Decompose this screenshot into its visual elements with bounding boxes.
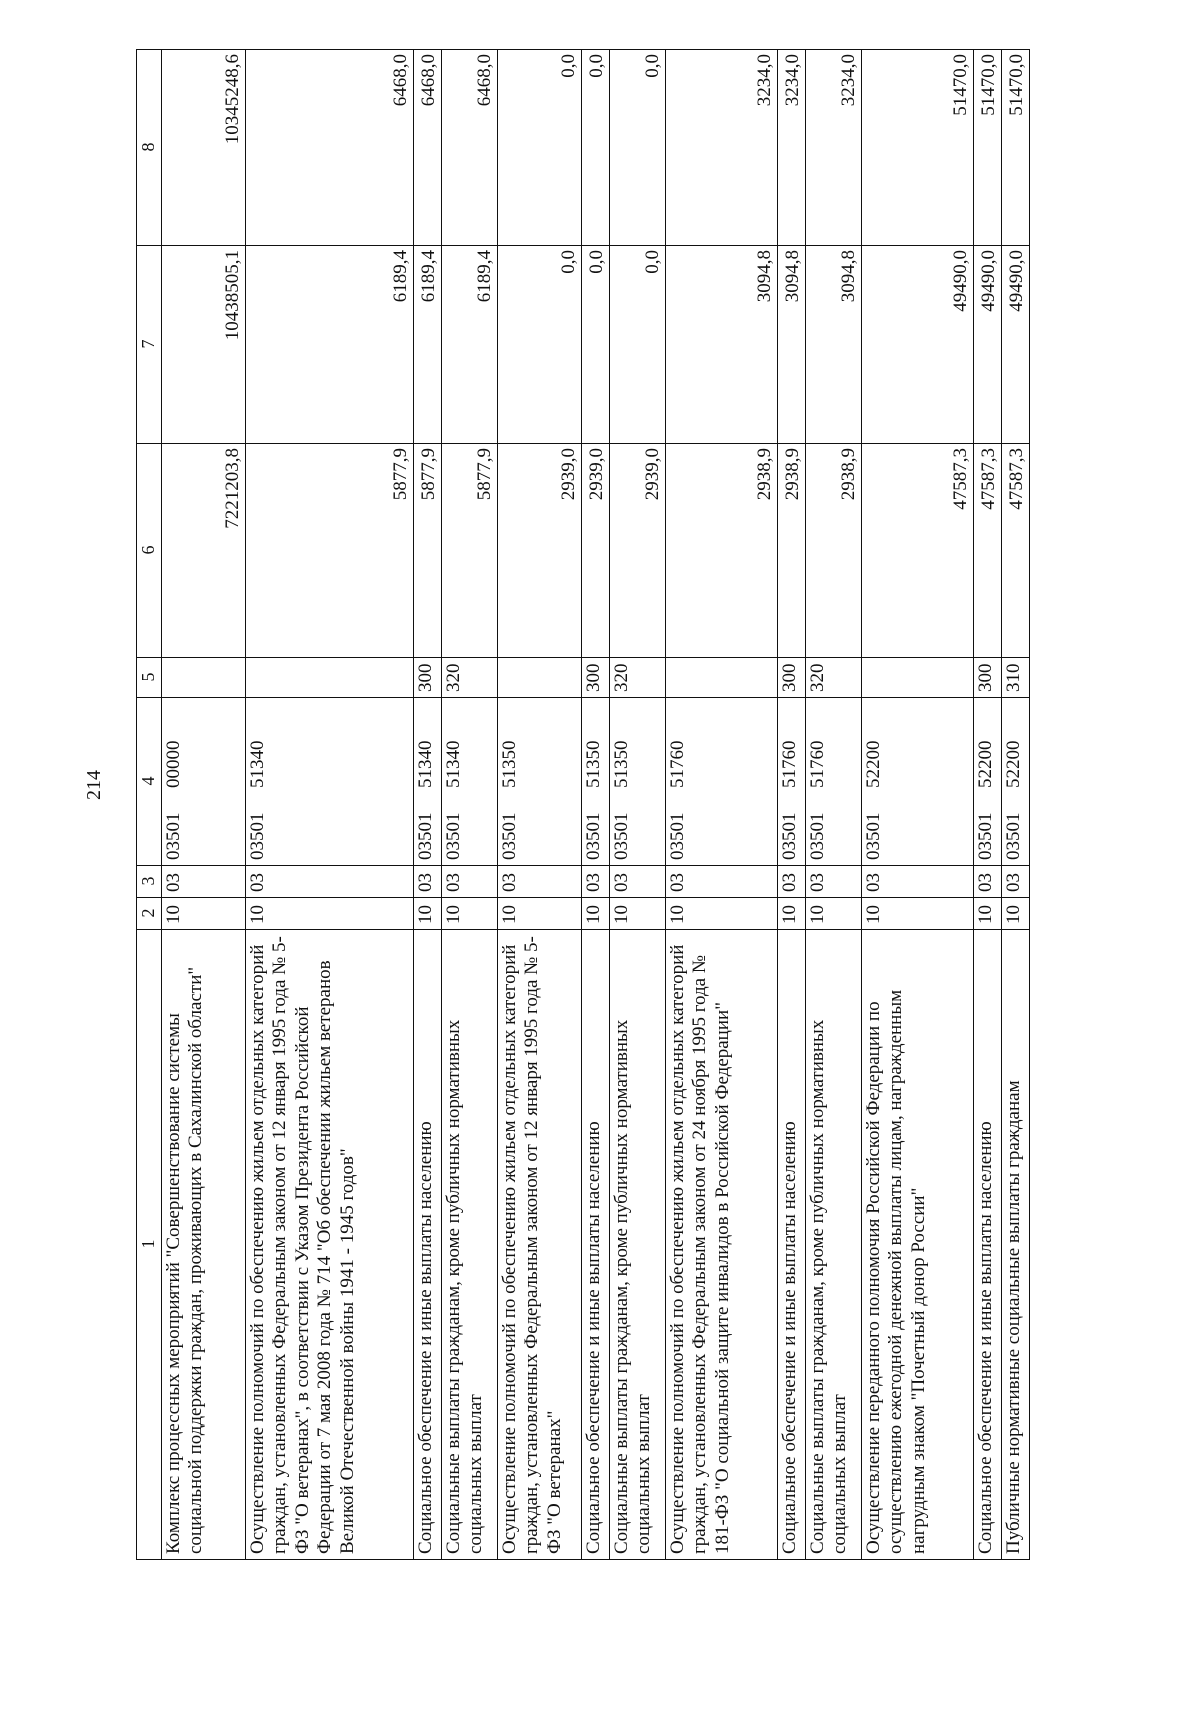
cell-section: 10 xyxy=(806,898,862,930)
target-article-code-b: 52200 xyxy=(975,740,996,788)
cell-amount-col7: 49490,0 xyxy=(862,246,974,444)
target-article-code-b: 51340 xyxy=(247,740,268,788)
target-article-code-a: 03501 xyxy=(667,812,688,860)
target-article-code-b: 51340 xyxy=(443,740,464,788)
cell-name: Социальное обеспечение и иные выплаты населению xyxy=(582,930,610,1560)
cell-subsection: 03 xyxy=(246,866,414,898)
cell-expense-type: 310 xyxy=(1002,658,1030,698)
cell-amount-col6: 5877,9 xyxy=(414,444,442,658)
target-article-code-b: 51350 xyxy=(583,740,604,788)
table-header-row xyxy=(137,50,162,1560)
cell-name: Социальные выплаты гражданам, кроме публичных нормативных социальных выплат xyxy=(442,930,498,1560)
cell-amount-col7: 10438505,1 xyxy=(162,246,246,444)
target-article-code-a: 03501 xyxy=(975,812,996,860)
cell-section: 10 xyxy=(246,898,414,930)
cell-target-article xyxy=(582,698,610,866)
cell-expense-type: 320 xyxy=(806,658,862,698)
cell-amount-col8: 0,0 xyxy=(610,50,666,246)
target-article-code-a: 03501 xyxy=(779,812,800,860)
cell-amount-col6: 2939,0 xyxy=(610,444,666,658)
cell-amount-col7: 3094,8 xyxy=(806,246,862,444)
col-header-2: 2 xyxy=(137,898,162,930)
table-row xyxy=(1002,50,1030,1560)
cell-subsection: 03 xyxy=(974,866,1002,898)
cell-amount-col8: 51470,0 xyxy=(1002,50,1030,246)
cell-name: Социальные выплаты гражданам, кроме публичных нормативных социальных выплат xyxy=(806,930,862,1560)
cell-section: 10 xyxy=(582,898,610,930)
cell-amount-col8: 0,0 xyxy=(582,50,610,246)
target-article-code-a: 03501 xyxy=(443,812,464,860)
cell-expense-type xyxy=(498,658,582,698)
cell-section: 10 xyxy=(162,898,246,930)
cell-amount-col6: 5877,9 xyxy=(246,444,414,658)
target-article-code-b: 51760 xyxy=(779,740,800,788)
cell-subsection: 03 xyxy=(162,866,246,898)
cell-amount-col6: 7221203,8 xyxy=(162,444,246,658)
cell-subsection: 03 xyxy=(414,866,442,898)
cell-amount-col6: 47587,3 xyxy=(1002,444,1030,658)
table-row xyxy=(778,50,806,1560)
cell-section: 10 xyxy=(498,898,582,930)
target-article-code-a: 03501 xyxy=(415,812,436,860)
table-row xyxy=(442,50,498,1560)
cell-subsection: 03 xyxy=(666,866,778,898)
cell-amount-col6: 2939,0 xyxy=(498,444,582,658)
cell-target-article xyxy=(1002,698,1030,866)
table-row xyxy=(582,50,610,1560)
cell-amount-col6: 2938,9 xyxy=(666,444,778,658)
cell-target-article xyxy=(246,698,414,866)
cell-amount-col6: 47587,3 xyxy=(862,444,974,658)
cell-amount-col8: 6468,0 xyxy=(414,50,442,246)
cell-expense-type xyxy=(666,658,778,698)
cell-section: 10 xyxy=(442,898,498,930)
cell-amount-col8: 3234,0 xyxy=(778,50,806,246)
cell-subsection: 03 xyxy=(806,866,862,898)
cell-expense-type xyxy=(162,658,246,698)
cell-amount-col7: 0,0 xyxy=(582,246,610,444)
cell-target-article xyxy=(806,698,862,866)
cell-name: Публичные нормативные социальные выплаты гражданам xyxy=(1002,930,1030,1560)
col-header-5: 5 xyxy=(137,658,162,698)
cell-amount-col8: 51470,0 xyxy=(974,50,1002,246)
cell-amount-col7: 49490,0 xyxy=(1002,246,1030,444)
target-article-code-a: 03501 xyxy=(863,812,884,860)
cell-section: 10 xyxy=(974,898,1002,930)
cell-name: Социальное обеспечение и иные выплаты населению xyxy=(974,930,1002,1560)
cell-name: Осуществление полномочий по обеспечению жильем отдельных категорий граждан, установленных Федеральным законом от 12 января 1995 года № 5-ФЗ "О ветеранах", в соответствии с Указом Президента Российской Федерации от 7 мая 2008 года № 714 "Об обеспечении жильем ветеранов Великой Отечественной войны 1941 - 1945 годов" xyxy=(246,930,414,1560)
cell-amount-col7: 49490,0 xyxy=(974,246,1002,444)
cell-section: 10 xyxy=(414,898,442,930)
cell-name: Социальное обеспечение и иные выплаты населению xyxy=(414,930,442,1560)
cell-name: Осуществление переданного полномочия Российской Федерации по осуществлению ежегодной денежной выплаты лицам, награжденным нагрудным знаком "Почетный донор России" xyxy=(862,930,974,1560)
cell-amount-col7: 3094,8 xyxy=(666,246,778,444)
target-article-code-b: 52200 xyxy=(1003,740,1024,788)
cell-target-article xyxy=(414,698,442,866)
cell-name: Социальные выплаты гражданам, кроме публичных нормативных социальных выплат xyxy=(610,930,666,1560)
target-article-code-a: 03501 xyxy=(247,812,268,860)
cell-name: Социальное обеспечение и иные выплаты населению xyxy=(778,930,806,1560)
cell-target-article xyxy=(442,698,498,866)
cell-target-article xyxy=(778,698,806,866)
cell-amount-col8: 6468,0 xyxy=(442,50,498,246)
target-article-code-b: 00000 xyxy=(163,740,184,788)
cell-target-article xyxy=(666,698,778,866)
cell-amount-col7: 3094,8 xyxy=(778,246,806,444)
table-row xyxy=(610,50,666,1560)
cell-target-article xyxy=(974,698,1002,866)
cell-target-article xyxy=(862,698,974,866)
cell-target-article xyxy=(498,698,582,866)
table-row xyxy=(862,50,974,1560)
col-header-8: 8 xyxy=(137,50,162,246)
cell-amount-col6: 47587,3 xyxy=(974,444,1002,658)
cell-amount-col7: 6189,4 xyxy=(442,246,498,444)
cell-amount-col7: 0,0 xyxy=(610,246,666,444)
target-article-code-b: 51350 xyxy=(611,740,632,788)
cell-amount-col6: 2938,9 xyxy=(778,444,806,658)
table-row xyxy=(498,50,582,1560)
cell-amount-col7: 6189,4 xyxy=(246,246,414,444)
cell-expense-type: 320 xyxy=(610,658,666,698)
cell-name: Осуществление полномочий по обеспечению жильем отдельных категорий граждан, установленных Федеральным законом от 24 ноября 1995 года № 181-ФЗ "О социальной защите инвалидов в Российской Федерации" xyxy=(666,930,778,1560)
cell-target-article xyxy=(162,698,246,866)
target-article-code-b: 51760 xyxy=(667,740,688,788)
target-article-code-b: 51350 xyxy=(499,740,520,788)
cell-name: Осуществление полномочий по обеспечению жильем отдельных категорий граждан, установленных Федеральным законом от 12 января 1995 года № 5-ФЗ "О ветеранах" xyxy=(498,930,582,1560)
col-header-7: 7 xyxy=(137,246,162,444)
target-article-code-b: 51760 xyxy=(807,740,828,788)
cell-amount-col8: 3234,0 xyxy=(666,50,778,246)
cell-section: 10 xyxy=(1002,898,1030,930)
cell-amount-col8: 10345248,6 xyxy=(162,50,246,246)
target-article-code-a: 03501 xyxy=(499,812,520,860)
target-article-code-a: 03501 xyxy=(611,812,632,860)
cell-expense-type xyxy=(862,658,974,698)
cell-subsection: 03 xyxy=(610,866,666,898)
table-row xyxy=(246,50,414,1560)
cell-expense-type: 320 xyxy=(442,658,498,698)
table-row xyxy=(162,50,246,1560)
cell-subsection: 03 xyxy=(862,866,974,898)
cell-subsection: 03 xyxy=(442,866,498,898)
cell-expense-type: 300 xyxy=(778,658,806,698)
target-article-code-a: 03501 xyxy=(807,812,828,860)
col-header-4: 4 xyxy=(137,698,162,866)
cell-subsection: 03 xyxy=(1002,866,1030,898)
cell-amount-col8: 3234,0 xyxy=(806,50,862,246)
cell-subsection: 03 xyxy=(778,866,806,898)
cell-section: 10 xyxy=(666,898,778,930)
cell-amount-col6: 2938,9 xyxy=(806,444,862,658)
cell-amount-col8: 51470,0 xyxy=(862,50,974,246)
cell-section: 10 xyxy=(778,898,806,930)
cell-section: 10 xyxy=(862,898,974,930)
target-article-code-a: 03501 xyxy=(1003,812,1024,860)
cell-subsection: 03 xyxy=(498,866,582,898)
table-rotated-wrapper xyxy=(136,50,1036,1560)
target-article-code-a: 03501 xyxy=(163,812,184,860)
cell-amount-col8: 6468,0 xyxy=(246,50,414,246)
cell-expense-type: 300 xyxy=(582,658,610,698)
cell-expense-type: 300 xyxy=(414,658,442,698)
target-article-code-a: 03501 xyxy=(583,812,604,860)
table-row xyxy=(414,50,442,1560)
cell-target-article xyxy=(610,698,666,866)
cell-amount-col7: 0,0 xyxy=(498,246,582,444)
cell-amount-col6: 5877,9 xyxy=(442,444,498,658)
cell-expense-type: 300 xyxy=(974,658,1002,698)
budget-table xyxy=(136,49,1030,1560)
cell-subsection: 03 xyxy=(582,866,610,898)
table-body xyxy=(137,50,1030,1560)
col-header-6: 6 xyxy=(137,444,162,658)
col-header-1: 1 xyxy=(137,930,162,1560)
cell-amount-col6: 2939,0 xyxy=(582,444,610,658)
table-row xyxy=(806,50,862,1560)
target-article-code-b: 52200 xyxy=(863,740,884,788)
cell-amount-col8: 0,0 xyxy=(498,50,582,246)
table-row xyxy=(974,50,1002,1560)
page-number: 214 xyxy=(83,770,105,800)
table-row xyxy=(666,50,778,1560)
cell-name: Комплекс процессных мероприятий "Совершенствование системы социальной поддержки граждан, проживающих в Сахалинской области" xyxy=(162,930,246,1560)
cell-amount-col7: 6189,4 xyxy=(414,246,442,444)
cell-section: 10 xyxy=(610,898,666,930)
target-article-code-b: 51340 xyxy=(415,740,436,788)
cell-expense-type xyxy=(246,658,414,698)
col-header-3: 3 xyxy=(137,866,162,898)
